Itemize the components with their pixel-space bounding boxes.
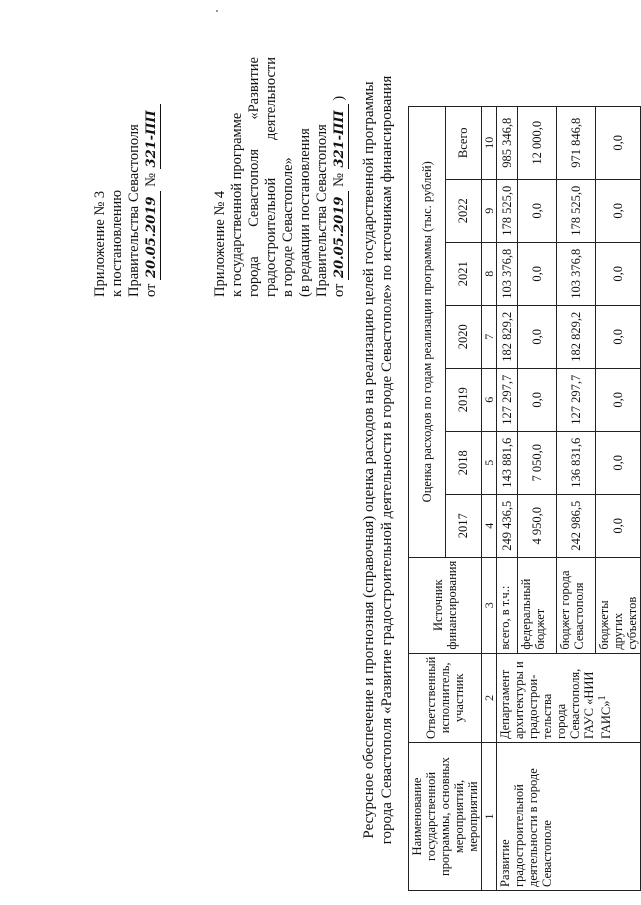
- value-cell: 0,0: [596, 494, 641, 557]
- title-line: города Севастополя «Развитие градостроительной деятельности в городе Севастополе» по источникам финансирования: [379, 75, 395, 845]
- number-label: №: [143, 173, 159, 187]
- column-index: 4: [482, 494, 497, 557]
- document-title: [360, 45, 396, 875]
- header-total: Всего: [445, 106, 482, 179]
- value-cell: 182 829,2: [557, 305, 596, 368]
- total-cell: 985 346,8: [497, 106, 518, 179]
- closing-parenthesis: ): [331, 95, 347, 101]
- handwritten-date: 20.05.2019: [143, 191, 161, 280]
- title-line: Ресурсное обеспечение и прогнозная (справочная) оценка расходов на реализацию целей государственной программы: [361, 81, 377, 839]
- value-cell: 0,0: [518, 242, 557, 305]
- executor-text: Департамент архитектуры и градострои-тельства города Севастополя, ГАУС «НИИ ГАИС»: [498, 661, 614, 739]
- value-cell: 4 950,0: [518, 494, 557, 557]
- header-program-name: Наименование государственной программы, основных мероприятий, мероприятий: [409, 743, 482, 891]
- approval-line: (в редакции постановления: [297, 128, 313, 297]
- approval-date-line: [143, 57, 161, 297]
- header-funding-source: Источник финансирования: [409, 557, 482, 653]
- word: города: [246, 256, 262, 297]
- approval-line: Правительства Севастополя: [126, 124, 142, 297]
- value-cell: 249 436,5: [497, 494, 518, 557]
- handwritten-date: 20.05.2019: [331, 191, 349, 280]
- column-index: 7: [482, 305, 497, 368]
- header-year: 2019: [445, 368, 482, 431]
- word: Севастополя: [246, 148, 262, 227]
- column-index: 2: [482, 653, 497, 742]
- approval-line: Приложение № 4: [212, 190, 228, 297]
- value-cell: 0,0: [596, 368, 641, 431]
- value-cell: 136 831,6: [557, 431, 596, 494]
- executor-cell: [497, 653, 641, 742]
- column-index: 10: [482, 106, 497, 179]
- column-index: 9: [482, 179, 497, 242]
- approval-line-justified: [263, 57, 280, 297]
- from-label: от: [331, 283, 347, 297]
- approval-line: в городе Севастополе»: [280, 157, 296, 297]
- value-cell: 242 986,5: [557, 494, 596, 557]
- header-expense-estimate: Оценка расходов по годам реализации программы (тыс. рублей): [409, 106, 446, 557]
- funding-source-cell: всего, в т.ч.:: [497, 557, 518, 653]
- value-cell: 127 297,7: [557, 368, 596, 431]
- approval-line-justified: [246, 57, 263, 297]
- value-cell: 0,0: [518, 368, 557, 431]
- column-index: 8: [482, 242, 497, 305]
- footnote-mark: 1: [597, 695, 608, 701]
- total-cell: 971 846,8: [557, 106, 596, 179]
- value-cell: 182 829,2: [497, 305, 518, 368]
- column-index: 5: [482, 431, 497, 494]
- approval-line: к постановлению: [109, 189, 125, 297]
- approval-stamp-appendix-3: [92, 57, 161, 297]
- value-cell: 143 881,6: [497, 431, 518, 494]
- handwritten-number: 321-ПП: [143, 104, 161, 169]
- column-index-row: [482, 106, 497, 890]
- funding-source-cell: бюджет города Севастополя: [557, 557, 596, 653]
- value-cell: 178 525,0: [497, 179, 518, 242]
- funding-source-cell: бюджеты других субъектов: [596, 557, 641, 653]
- approval-date-line: [331, 57, 349, 297]
- header-year: 2021: [445, 242, 482, 305]
- header-year: 2022: [445, 179, 482, 242]
- value-cell: 127 297,7: [497, 368, 518, 431]
- header-year: 2020: [445, 305, 482, 368]
- handwritten-number: 321-ПП: [331, 104, 349, 169]
- value-cell: 0,0: [518, 179, 557, 242]
- value-cell: 103 376,8: [557, 242, 596, 305]
- program-name-cell: Развитие градостроительной деятельности в городе Севастополе: [497, 743, 641, 891]
- total-cell: 0,0: [596, 106, 641, 179]
- from-label: от: [143, 283, 159, 297]
- approval-line: Приложение № 3: [92, 190, 108, 297]
- header-year: 2017: [445, 494, 482, 557]
- word: «Развитие: [246, 57, 262, 120]
- value-cell: 7 050,0: [518, 431, 557, 494]
- column-index: 3: [482, 557, 497, 653]
- value-cell: 0,0: [596, 305, 641, 368]
- value-cell: 0,0: [596, 242, 641, 305]
- value-cell: 0,0: [596, 179, 641, 242]
- funding-source-cell: федеральный бюджет: [518, 557, 557, 653]
- approval-line: Правительства Севастополя: [314, 124, 330, 297]
- word: деятельности: [263, 57, 279, 141]
- number-label: №: [331, 173, 347, 187]
- approval-line: к государственной программе: [229, 112, 245, 297]
- value-cell: 103 376,8: [497, 242, 518, 305]
- word: градостроительной: [263, 177, 279, 297]
- total-cell: 12 000,0: [518, 106, 557, 179]
- value-cell: 0,0: [518, 305, 557, 368]
- approval-stamp-appendix-4: [212, 57, 349, 297]
- value-cell: 0,0: [596, 431, 641, 494]
- header-year: 2018: [445, 431, 482, 494]
- table-row: [497, 106, 518, 890]
- column-index: 1: [482, 743, 497, 891]
- header-executor: Ответственный исполнитель, участник: [409, 653, 482, 742]
- scan-speck: [216, 10, 218, 12]
- value-cell: 178 525,0: [557, 179, 596, 242]
- column-index: 6: [482, 368, 497, 431]
- finance-table: [408, 106, 641, 891]
